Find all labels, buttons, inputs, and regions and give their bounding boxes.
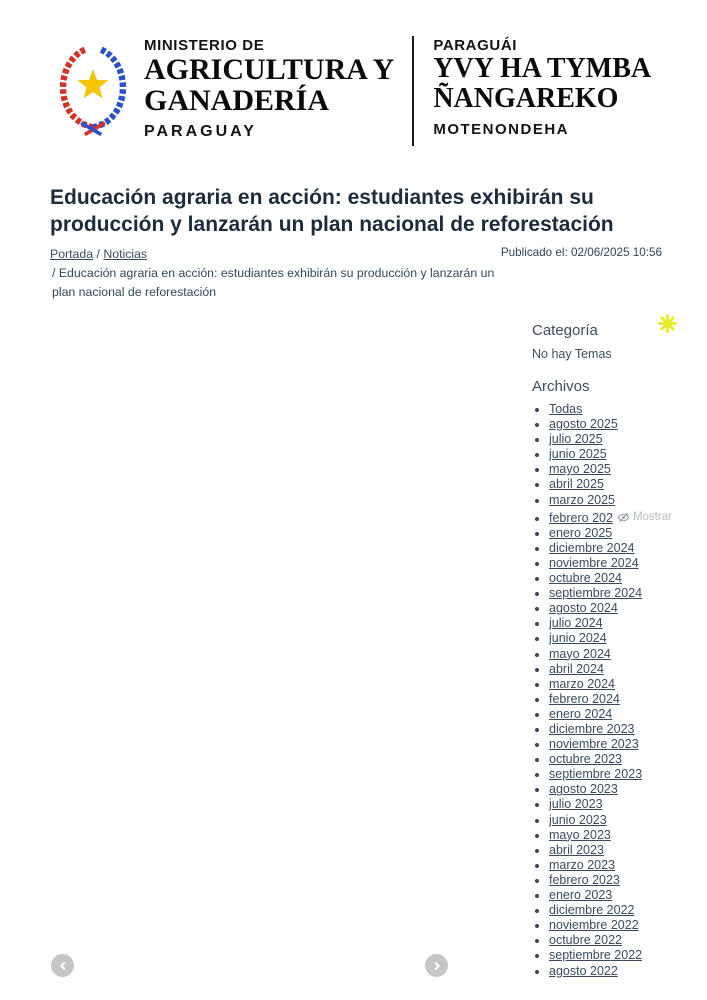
archive-item (549, 541, 707, 556)
archive-item (549, 737, 707, 752)
archive-link[interactable]: octubre 2023 (549, 752, 622, 767)
archive-link[interactable]: enero 2023 (549, 888, 613, 903)
chevron-right-icon (431, 960, 443, 972)
archive-link[interactable]: junio 2024 (549, 631, 607, 646)
archive-item (549, 526, 707, 541)
archive-link[interactable]: febrero 2024 (549, 691, 620, 706)
archive-item (549, 933, 707, 948)
archive-link[interactable]: agosto 2022 (549, 963, 618, 978)
next-button[interactable] (425, 954, 448, 977)
archive-link[interactable]: marzo 2024 (549, 676, 616, 691)
breadcrumb-separator: / (96, 247, 100, 261)
archive-item (549, 918, 707, 933)
eye-off-icon (617, 511, 630, 524)
archive-link[interactable]: septiembre 2024 (549, 586, 643, 601)
archive-item (549, 417, 707, 432)
archives-heading: Archivos (532, 378, 590, 395)
archive-link[interactable]: enero 2025 (549, 525, 613, 540)
archive-item (549, 677, 707, 692)
breadcrumb-current: / Educación agraria en acción: estudiantes exhibirán su producción y lanzarán un plan nacional de reforestación (52, 266, 495, 299)
archive-link[interactable]: julio 2025 (549, 432, 603, 447)
archive-link[interactable]: octubre 2024 (549, 571, 622, 586)
archive-item (549, 782, 707, 797)
breadcrumb-link-noticias[interactable]: Noticias (103, 247, 148, 261)
archive-item (549, 692, 707, 707)
archive-item (549, 843, 707, 858)
archive-link[interactable]: noviembre 2022 (549, 918, 639, 933)
archive-item (549, 767, 707, 782)
archive-link[interactable]: septiembre 2023 (549, 767, 643, 782)
archive-link[interactable]: agosto 2023 (549, 782, 618, 797)
archive-item (549, 828, 707, 843)
article (50, 184, 662, 327)
archive-link[interactable]: junio 2023 (549, 812, 607, 827)
archive-link[interactable]: agosto 2025 (549, 417, 618, 432)
star-icon (78, 70, 108, 98)
archive-item (549, 647, 707, 662)
breadcrumb-link-portada[interactable]: Portada (50, 247, 94, 261)
archive-item (549, 858, 707, 873)
archive-link[interactable]: enero 2024 (549, 706, 613, 721)
logo-left-line2: AGRICULTURA Y (144, 53, 395, 86)
logo-right-line3: ÑANGAREKO (433, 83, 619, 114)
archive-link[interactable]: mayo 2024 (549, 646, 611, 661)
archive-link[interactable]: octubre 2022 (549, 933, 622, 948)
archive-link[interactable]: mayo 2025 (549, 462, 611, 477)
archive-link[interactable]: julio 2023 (549, 797, 603, 812)
archive-item (549, 752, 707, 767)
site-header (0, 0, 707, 146)
archive-item (549, 873, 707, 888)
archive-item (549, 432, 707, 447)
archive-link[interactable]: diciembre 2023 (549, 722, 635, 737)
archive-item (549, 616, 707, 631)
mostrar-badge[interactable]: Mostrar (617, 510, 672, 525)
category-heading: Categoría (532, 322, 598, 339)
archive-item (549, 601, 707, 616)
logo-right-text (433, 33, 651, 138)
logo-right-line1: PARAGUÁI (433, 37, 518, 54)
archive-link[interactable]: abril 2025 (549, 477, 604, 492)
archive-link[interactable]: marzo 2023 (549, 857, 616, 872)
page-title: Educación agraria en acción: estudiantes exhibirán su producción y lanzarán un plan nacional de reforestación (50, 186, 614, 236)
accessibility-asterisk-icon[interactable] (657, 313, 678, 334)
archive-link[interactable]: agosto 2024 (549, 601, 618, 616)
prev-button[interactable] (51, 954, 74, 977)
logo-left-line4: PARAGUAY (144, 123, 257, 140)
archive-item (549, 402, 707, 417)
archive-link[interactable]: mayo 2023 (549, 827, 611, 842)
logo-right-line2: YVY HA TYMBA (433, 53, 652, 84)
archive-item (549, 508, 707, 526)
archive-item (549, 571, 707, 586)
chevron-left-icon (57, 960, 69, 972)
mag-crest-logo (52, 33, 134, 145)
archive-link[interactable]: diciembre 2024 (549, 540, 635, 555)
logo-left-line3: GANADERÍA (144, 84, 330, 117)
archive-item (549, 462, 707, 477)
archive-item (549, 662, 707, 677)
logo-left-text (144, 33, 394, 141)
archive-link[interactable]: septiembre 2022 (549, 948, 643, 963)
archives-list (532, 402, 707, 979)
archive-link[interactable]: abril 2024 (549, 661, 604, 676)
archive-link[interactable]: marzo 2025 (549, 492, 616, 507)
archive-item (549, 903, 707, 918)
archive-item (549, 631, 707, 646)
archive-item (549, 556, 707, 571)
archive-link[interactable]: febrero 202 (549, 510, 613, 525)
sidebar (532, 322, 707, 979)
breadcrumb (50, 245, 495, 302)
archive-link[interactable]: noviembre 2024 (549, 555, 639, 570)
archive-item (549, 888, 707, 903)
archive-link[interactable]: noviembre 2023 (549, 737, 639, 752)
archive-link[interactable]: diciembre 2022 (549, 903, 635, 918)
archive-link[interactable]: abril 2023 (549, 842, 604, 857)
archive-link[interactable]: Todas (549, 402, 583, 416)
meta-row (50, 245, 662, 302)
archive-item (549, 493, 707, 508)
archive-item (549, 948, 707, 963)
archive-item (549, 477, 707, 492)
published-date: Publicado el: 02/06/2025 10:56 (500, 246, 662, 259)
archive-link[interactable]: febrero 2023 (549, 872, 620, 887)
archive-item (549, 707, 707, 722)
archive-item (549, 586, 707, 601)
logo-left-line1: MINISTERIO DE (144, 37, 265, 54)
archive-item (549, 813, 707, 828)
logo-right-line4: MOTENONDEHA (433, 121, 569, 138)
archive-item (549, 722, 707, 737)
archive-item (549, 964, 707, 979)
archive-link[interactable]: julio 2024 (549, 616, 603, 631)
category-empty-text: No hay Temas (532, 347, 612, 361)
logo-divider (412, 36, 414, 146)
archive-item (549, 447, 707, 462)
archive-item (549, 797, 707, 812)
archive-link[interactable]: junio 2025 (549, 447, 607, 462)
